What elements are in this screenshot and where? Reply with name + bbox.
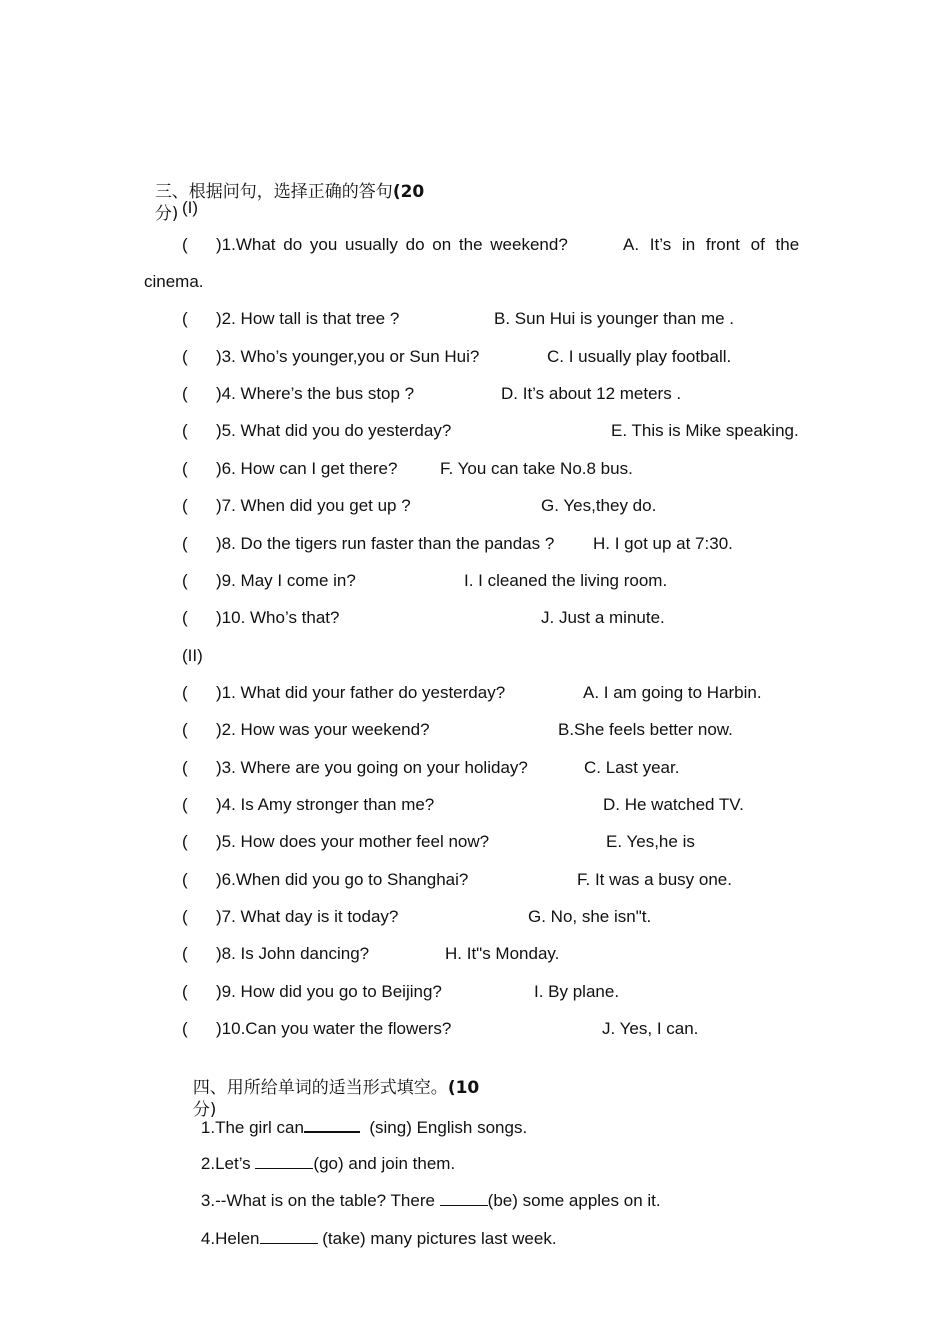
section-4-score-unit: 分) [192,1100,217,1120]
answer-blank-paren[interactable]: ( [182,235,188,254]
answer-option: E. This is Mike speaking. [611,421,799,440]
answer-blank-paren[interactable]: ( [182,832,188,851]
part-1-label: (I) [182,198,199,217]
question-text: )5. What did you do yesterday? [216,421,452,440]
answer-option: H. I got up at 7:30. [593,534,733,553]
question-text: )3. Who’s younger,you or Sun Hui? [216,347,480,366]
answer-blank-paren[interactable]: ( [182,421,188,440]
answer-option: C. Last year. [584,758,680,777]
section-4-heading-text: 四、用所给单词的适当形式填空。 [192,1078,448,1098]
answer-blank-paren[interactable]: ( [182,534,188,553]
fill-in-item [182,1205,557,1272]
section-3-heading-text: 三、根据问句，选择正确的答句 [154,182,393,202]
answer-option: I. I cleaned the living room. [464,571,668,590]
section-3-score-unit: 分) [154,204,179,224]
question-text: )5. How does your mother feel now? [216,832,490,851]
fill-in-prefix: 1.The girl can [200,1118,304,1137]
question-text: )1.What do you usually do on the weekend? [216,235,568,254]
answer-blank-paren[interactable]: ( [182,309,188,328]
answer-option: A. I am going to Harbin. [583,683,762,702]
question-text: )1. What did your father do yesterday? [216,683,506,702]
question-text: )9. May I come in? [216,571,356,590]
fill-in-suffix: (go) and join them. [313,1154,456,1173]
answer-blank-paren[interactable]: ( [182,683,188,702]
answer-option: H. It"s Monday. [445,944,560,963]
fill-in-prefix: 3.--What is on the table? There [200,1191,440,1210]
fill-in-suffix: (be) some apples on it. [487,1191,661,1210]
question-text: )6. How can I get there? [216,459,398,478]
fill-in-prefix: 4.Helen [200,1229,260,1248]
question-text: )10.Can you water the flowers? [216,1019,452,1038]
fill-in-blank[interactable] [260,1227,318,1244]
answer-option: J. Yes, I can. [602,1019,699,1038]
fill-in-suffix: (take) many pictures last week. [317,1229,557,1248]
answer-option: B. Sun Hui is younger than me . [494,309,735,328]
answer-option: F. You can take No.8 bus. [440,459,633,478]
answer-blank-paren[interactable]: ( [182,384,188,403]
answer-option: D. It’s about 12 meters . [501,384,682,403]
answer-option-continued: cinema. [144,272,204,291]
answer-blank-paren[interactable]: ( [182,907,188,926]
answer-blank-paren[interactable]: ( [182,496,188,515]
question-text: )8. Is John dancing? [216,944,370,963]
question-text: )7. When did you get up ? [216,496,411,515]
answer-option: C. I usually play football. [547,347,732,366]
answer-blank-paren[interactable]: ( [182,571,188,590]
part-2-label: (II) [182,646,203,665]
section-3-score: (20 [392,182,425,202]
question-text: )10. Who’s that? [216,608,340,627]
answer-option: I. By plane. [534,982,620,1001]
answer-blank-paren[interactable]: ( [182,459,188,478]
answer-blank-paren[interactable]: ( [182,795,188,814]
question-text: )6.When did you go to Shanghai? [216,870,469,889]
fill-in-prefix: 2.Let’s [200,1154,256,1173]
answer-option: G. Yes,they do. [541,496,657,515]
answer-option: E. Yes,he is [606,832,695,851]
question-text: )9. How did you go to Beijing? [216,982,442,1001]
answer-blank-paren[interactable]: ( [182,982,188,1001]
answer-blank-paren[interactable]: ( [182,944,188,963]
answer-blank-paren[interactable]: ( [182,870,188,889]
answer-option: F. It was a busy one. [577,870,732,889]
question-text: )2. How tall is that tree ? [216,309,400,328]
answer-blank-paren[interactable]: ( [182,608,188,627]
question-text: )8. Do the tigers run faster than the pandas ? [216,534,555,553]
fill-in-suffix: (sing) English songs. [364,1118,528,1137]
section-4-score: (10 [447,1078,480,1098]
question-text: )4. Where’s the bus stop ? [216,384,415,403]
answer-blank-paren[interactable]: ( [182,347,188,366]
answer-option: B.She feels better now. [558,720,733,739]
answer-option: G. No, she isn"t. [528,907,652,926]
answer-option: D. He watched TV. [603,795,744,814]
answer-option: J. Just a minute. [541,608,665,627]
answer-blank-paren[interactable]: ( [182,720,188,739]
question-text: )7. What day is it today? [216,907,399,926]
fill-in-blank[interactable] [440,1189,488,1206]
question-text: )3. Where are you going on your holiday? [216,758,528,777]
question-text: )2. How was your weekend? [216,720,430,739]
question-text: )4. Is Amy stronger than me? [216,795,435,814]
answer-option: A. It’s in front of the [623,235,800,254]
answer-blank-paren[interactable]: ( [182,758,188,777]
answer-blank-paren[interactable]: ( [182,1019,188,1038]
